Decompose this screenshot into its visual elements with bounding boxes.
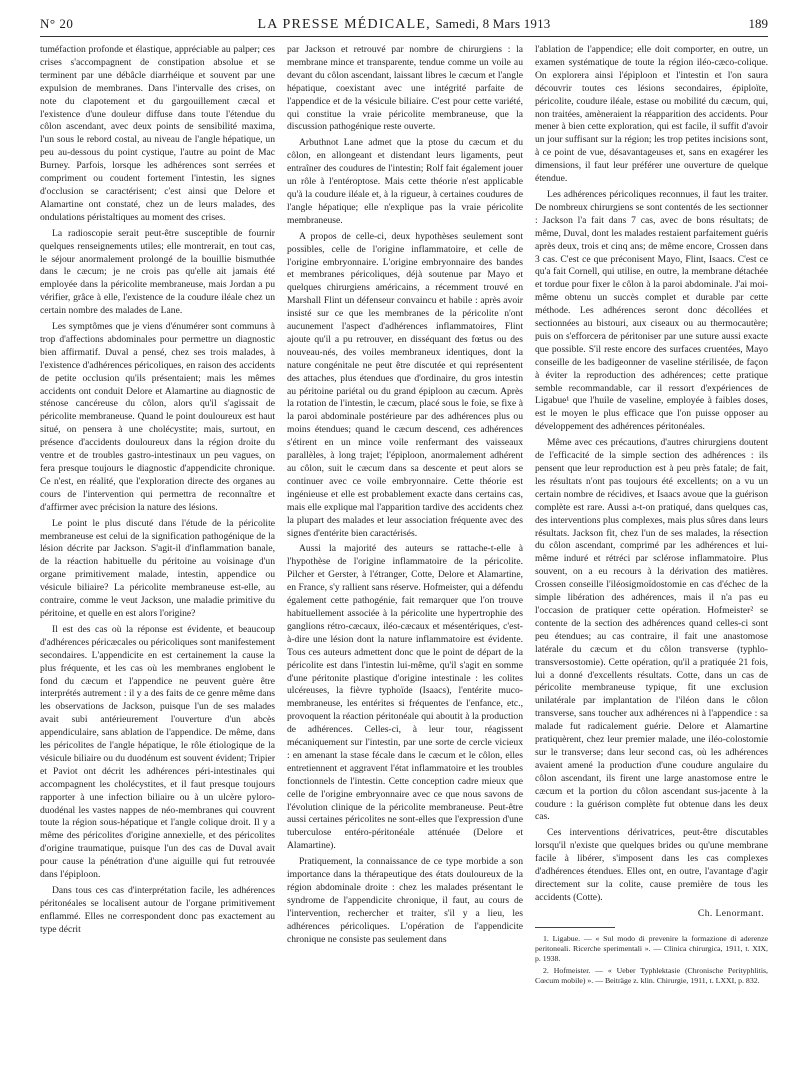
paragraph: Dans tous ces cas d'interprétation facile, les adhérences péritonéales se localisent autour de l'organe primitivement enflammé. Elles ne correspondent donc pas exactement au type décrit xyxy=(40,885,275,935)
paragraph: Pratiquement, la connaissance de ce type morbide a son importance dans la thérapeutique des états douloureux de la région abdominale droite : chez les malades présentant le syndrome de l'appendicite chronique, il faut, au cours de l'intervention, rechercher et traiter, s'il y a lieu, les adhérences péricoliques. L'opération de l'appendicite chronique ne consiste pas seulement dans xyxy=(287,856,523,945)
page-number: 189 xyxy=(748,16,768,31)
journal-title-line xyxy=(40,16,768,33)
paragraph: Il est des cas où la réponse est évidente, et beaucoup d'adhérences péricæcales ou péricoliques sont manifestement secondaires. L'appendicite en est certainement la cause la plus fréquente, et les cas où les membranes englobent le fond du cæcum et l'appendice ne peuvent guère être interprétés autrement : il y a des faits de ce genre même dans les observations de Jackson, puisque l'un de ses malades avait subi antérieurement l'ouverture d'un abcès appendiculaire, sans ablation de l'appendice. De même, dans les péricolites de l'angle hépatique, le rôle étiologique de la vésicule biliaire ou du duodénum est souvent évident; Tripier et Paviot ont décrit les adhérences péri-intestinales qui accompagnent les cholécystites, et il faut presque toujours rapporter à une infection biliaire ou à un ulcère pyloro-duodénal les vastes nappes de néo-membranes qui couvrent toute la région sous-hépatique et l'angle colique droit. Il y a même des péricolites d'origine annexielle, et des péricolites d'origine traumatique, puisque l'un des cas de Duval avait pour cause la pénétration d'une aiguille qui fut retrouvée dans l'épiploon. xyxy=(40,623,275,881)
paragraph: Les adhérences péricoliques reconnues, il faut les traiter. De nombreux chirurgiens se sont contentés de les sectionner : Jackson l'a fait dans 7 cas, avec de bons résultats; de même, Duval, dont les malades restaient parfaitement guéris après deux, trois et cinq ans; de même encore, Crossen dans 3 cas. C'est ce que préconisent Mayo, Flint, Isaacs. C'est ce qu'a fait Cornell, qui utilise, en outre, la membrane détachée et tordue pour fixer le côlon à la paroi abdominale. J'ai moi-même obtenu un succès complet et durable par cette méthode. Les adhérences seront donc décollées et sectionnées au bistouri, aux ciseaux ou au thermocautère; puis on s'efforcera de péritoniser par une suture aussi exacte que possible. S'il reste encore des surfaces cruentées, Mayo conseille de les badigeonner de vaseline stérilisée, de façon à éviter la reproduction des adhérences; cette pratique semble recommandable, car il ressort d'expériences de Ligabue¹ que l'huile de vaseline, employée à faibles doses, est le moyen le plus efficace que l'on puisse opposer au développement des adhérences péritonéales. xyxy=(535,188,768,433)
issue-date: Samedi, 8 Mars 1913 xyxy=(435,16,551,31)
paragraph: Le point le plus discuté dans l'étude de la péricolite membraneuse est celui de la signification pathogénique de la lésion décrite par Jackson. S'agit-il d'inflammation banale, de la réaction habituelle du péritoine au voisinage d'un organe primitivement malade, intestin, appendice ou vésicule biliaire? La péricolite membraneuse est-elle, au contraire, comme le veut Jackson, une maladie primitive du péritoine, et quelle en est alors l'origine? xyxy=(40,517,275,619)
journal-title: LA PRESSE MÉDICALE, xyxy=(257,17,431,32)
author-signature: Ch. Lenormant. xyxy=(697,907,764,919)
footnotes xyxy=(535,934,768,986)
paragraph: A propos de celle-ci, deux hypothèses seulement sont possibles, celle de l'origine inflammatoire, et celle de l'origine embryonnaire. L'origine embryonnaire des bandes et membranes péricoliques, déjà soutenue par Mayo et quelques chirurgiens américains, a récemment trouvé en Marshall Flint un défenseur convaincu et habile : après avoir insisté sur ce que les membranes de la péricolite n'ont aucunement l'aspect d'adhérences inflammatoires, Flint ajoute qu'il a pu retrouver, en disséquant des fœtus ou des nouveau-nés, des voiles membraneux identiques, dont la nature congénitale ne peut être discutée et qui représentent des attaches, plus étendues que d'ordinaire, du gros intestin au péritoine pariétal ou du grand épiploon au cæcum. Après la rotation de l'intestin, le cæcum, placé sous le foie, se fixe à la paroi abdominale postérieure par des adhérences plus ou moins étendues; quand le cæcum descend, ces adhérences s'étirent en un mince voile renfermant des vaisseaux parallèles, à long trajet; l'épiploon, anormalement adhérent au côlon, suit le cæcum dans sa descente et peut alors se continuer avec ce voile embryonnaire. Cette théorie est ingénieuse et elle est probablement exacte dans certains cas, mais elle explique mal l'apparition tardive des accidents chez la plupart des malades et leur association fréquente avec des signes d'entérite bien caractérisés. xyxy=(287,230,523,539)
paragraph: Aussi la majorité des auteurs se rattache-t-elle à l'hypothèse de l'origine inflammatoire de la péricolite. Pilcher et Gerster, à l'étranger, Cotte, Delore et Alamartine, en France, s'y rallient sans réserve. Hofmeister, qui a défendu également cette pathogénie, fait remarquer que l'on trouve habituellement associée à la péricolite une hypertrophie des ganglions rétro-cæcaux, iléo-cæcaux et mésentériques, c'est-à-dire une lésion dont la nature inflammatoire est évidente. Tous ces auteurs admettent donc que le point de départ de la péricolite est dans l'intestin lui-même, qu'il s'agit en somme d'une péritonite plastique d'origine intestinale : les colites ulcéreuses, la fièvre typhoïde (Isaacs), l'entérite muco-membraneuse, les entérites si fréquentes de l'enfance, etc., provoquent la réaction péritonéale qui aboutit à la production de adhérences. Celles-ci, à leur tour, réagissent mécaniquement sur l'intestin, par une sorte de cercle vicieux : en amenant la stase fécale dans le cæcum et le côlon, elles entretiennent et aggravent l'état inflammatoire et les troubles fonctionnels de l'intestin. Cette conception cadre mieux que celle de l'origine embryonnaire avec ce que nous savons de l'évolution clinique de la péricolite membraneuse. Peut-être aussi certaines péricolites ne sont-elles que l'expression d'une tuberculose entéro-péritonéale atténuée (Delore et Alamartine). xyxy=(287,543,523,852)
page-header xyxy=(40,16,768,37)
paragraph: par Jackson et retrouvé par nombre de chirurgiens : la membrane mince et transparente, tendue comme un voile au devant du côlon ascendant, laissant libres le cæcum et l'angle hépatique, coexistant avec une intégrité parfaite de l'appendice et de la vésicule biliaire. C'est pour cette variété, qui constitue la vraie péricolite membraneuse, que la discussion pathogénique reste ouverte. xyxy=(287,44,523,133)
paragraph: Les symptômes que je viens d'énumérer sont communs à trop d'affections abdominales pour permettre un diagnostic bien affirmatif. Duval a pensé, chez ses trois malades, à l'existence d'adhérences péricoliques, en raison des accidents de petite occlusion qu'ils présentaient; mais les mêmes accidents ont conduit Delore et Alamartine au diagnostic de sténose cancéreuse du côlon, alors qu'il s'agissait de péricolite membraneuse. Quand le point douloureux est haut situé, on pensera à une cholécystite; mais, surtout, en présence d'accidents douloureux dans la région droite du ventre et de troubles gastro-intestinaux un peu vagues, on fera presque toujours le diagnostic d'appendicite chronique. Ce n'est, en réalité, que l'exploration directe des organes au cours de l'intervention qui permettra de reconnaître et d'affirmer avec précision la nature des lésions. xyxy=(40,321,275,513)
paragraph: Ces interventions dérivatrices, peut-être discutables lorsqu'il n'existe que quelques brides ou qu'une membrane facile à libérer, s'imposent dans les cas complexes d'adhérences étendues. Elles ont, en outre, l'avantage d'agir directement sur la colite, cause première de tous les accidents (Cotte). xyxy=(535,827,768,903)
footnote: 1. Ligabue. — « Sul modo di prevenire la formazione di aderenze peritoneali. Ricerche sperimentali ». — Clinica chirurgica, 1911, t. XIX, p. 1938. xyxy=(535,933,768,963)
issue-number: N° 20 xyxy=(40,16,74,31)
text-column-2 xyxy=(287,44,523,1074)
paragraph: La radioscopie serait peut-être susceptible de fournir quelques renseignements utiles; elle montrerait, en tout cas, le séjour anormalement prolongé de la bouillie bismuthée dans le cæcum; je ne crois pas qu'elle ait jamais été employée dans la péricolite membraneuse, mais Jordan a pu vérifier, grâce à elle, l'existence de la coudure iléale chez un certain nombre des malades de Lane. xyxy=(40,227,275,317)
footnote: 2. Hofmeister. — « Ueber Typhlektasie (Chronische Perityphlitis, Cœcum mobile) ». — Beiträge z. klin. Chirurgie, 1911, t. LXXI, p. 832. xyxy=(535,965,768,985)
text-column-1 xyxy=(40,44,275,1074)
paragraph: tuméfaction profonde et élastique, appréciable au palper; ces crises s'accompagnent de constipation absolue et se terminent par une débâcle diarrhéique et souvent par une expulsion de membranes. Dans l'intervalle des crises, on note du clapotement et du gargouillement cæcal et l'existence d'une douleur diffuse dans toute l'étendue du côlon ascendant, avec deux points de sensibilité maxima, l'un sous le rebord costal, au niveau de l'angle hépatique, un peu au-dessous du point cystique, l'autre au point de Mac Burney. Parfois, lorsque les adhérences sont serrées et compriment ou coudent fortement l'intestin, les signes d'occlusion se caractérisent; c'est ainsi que Delore et Alamartine ont constaté, chez un de leurs malades, des ondulations péristaltiques au moment des crises. xyxy=(40,44,275,223)
text-column-3 xyxy=(535,44,768,1074)
paragraph: l'ablation de l'appendice; elle doit comporter, en outre, un examen systématique de toute la région iléo-cæco-colique. On explorera ainsi l'épiploon et l'intestin et l'on saura découvrir toutes ces lésions secondaires, épiploïte, péricolite, coudure iléale, estase ou mobilité du cæcum, qui, non traitées, amèneraient la réapparition des accidents. Pour mener à bien cette exploration, qui est facile, il suffit d'avoir un jour suffisant sur la région; les trop petites incisions sont, à ce point de vue, désavantageuses et, sans en exagérer les dimensions, il faut leur préférer une ouverture de quelque étendue. xyxy=(535,44,768,185)
paragraph: Arbuthnot Lane admet que la ptose du cæcum et du côlon, en allongeant et distendant leurs ligaments, peut entraîner des coudures de l'intestin; Rolf fait également jouer un rôle à l'entéroptose. Mais cette théorie n'est applicable qu'à la coudure iléale et, à la rigueur, à certaines coudures de l'angle hépatique; elle n'explique pas la vraie péricolite membraneuse. xyxy=(287,137,523,226)
footnote-divider xyxy=(535,927,615,928)
paragraph: Même avec ces précautions, d'autres chirurgiens doutent de l'efficacité de la simple section des adhérences : ils pensent que leur reproduction est à peu près fatale; de fait, les résultats n'ont pas toujours été excellents; on a vu un certain nombre de récidives, et Isaacs avoue que la guérison complète est rare. Aussi a-t-on pratiqué, dans quelques cas, des interventions plus complexes, mais plus sûres dans leurs résultats. Jackson fit, chez l'un de ses malades, la résection du côlon ascendant, comprimé par les adhérences et lui-même induré et rétréci par sclérose inflammatoire. Plus souvent, on a eu recours à la dérivation des matières. Crossen conseille l'iléosigmoïdostomie en cas d'échec de la simple libération des adhérences, mais il n'a pas eu l'occasion de pratiquer cette opération. Hofmeister² se contente de la section des adhérences quand celles-ci sont peu étendues; au cas contraire, il fait une anastomose latérale du cæcum et du côlon transverse (typhlo-transversostomie). Cette opération, qu'il a pratiquée 21 fois, lui a donné d'excellents résultats. Cotte, dans un cas de péricolite membraneuse typique, fit une exclusion unilatérale par implantation de l'iléon dans le côlon transverse, sans toucher aux adhérences ni à l'appendice : sa malade fut radicalement guérie. Delore et Alamartine pratiquèrent, chez leur premier malade, une iléo-colostomie sur le transverse; dans leur second cas, où les adhérences avaient amené la production d'une coudure angulaire du côlon ascendant, ils firent une large anastomose entre le cæcum et la portion du côlon ascendant sus-jacente à la coudure : la guérison complète fut obtenue dans les deux cas. xyxy=(535,437,768,823)
